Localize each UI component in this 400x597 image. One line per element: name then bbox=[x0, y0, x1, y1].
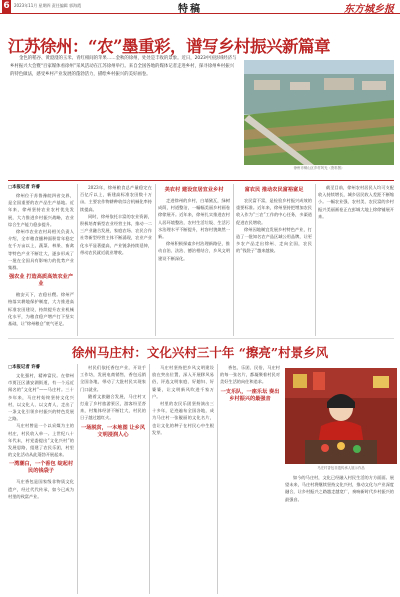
column-rule bbox=[77, 364, 78, 594]
paragraph: 村民们依托香包产业，开设手工作坊，发展电商销售，香包远销全国各地，带动了大批村民实现家门口就业。 bbox=[80, 365, 146, 392]
subheading: 一场脱贫，一本地图 让乡风文明浸润人心 bbox=[80, 424, 146, 438]
paragraph: 截至目前，徐州农村居民人均可支配收入持续增长，城乡居民收入差距不断缩小。一幅农业强、农村美、农民富的乡村振兴美丽画卷正在彭城大地上徐徐铺展开来。 bbox=[318, 185, 394, 219]
article1-column-1 bbox=[8, 184, 74, 336]
paragraph: 马庄村坚持把乡风文明建设放在突出位置，深入开展移风易俗，评选文明家庭、好媳妇、好婆婆，让文明新风吹进千家万户。 bbox=[152, 365, 214, 399]
paragraph: 如今的马庄村，文化已经融入村民生活的方方面面。展望未来，马庄村将继续坚持文化兴村，推动文化与产业深度融合，让乡村振兴之路越走越宽广，奏响新时代乡村振兴的最强音。 bbox=[285, 475, 394, 502]
article1-byline: □本报记者 许睿 bbox=[8, 185, 41, 190]
article1-column-3 bbox=[158, 184, 230, 336]
paragraph: 徐州积极探索乡村治理新路径，推动自治、法治、德治相结合，乡风文明建设不断深化。 bbox=[158, 241, 230, 261]
paragraph: 粮安天下，农稳社稷。徐州严格落实耕地保护制度，大力推进高标准农田建设，持续提升农业机械化水平，为粮食稳产增产打下坚实基础，让“徐州粮仓”底气更足。 bbox=[8, 292, 74, 327]
article2-byline: □本报记者 许睿 bbox=[8, 365, 41, 370]
second-headline: 徐州马庄村：文化兴村三十年 “擦亮”村景乡风 bbox=[71, 345, 329, 360]
bottom-photo-caption: 马庄村香包非遗传承人展示作品 bbox=[317, 466, 365, 470]
paragraph: 2023年，徐州粮食总产量稳定在百亿斤以上，新建高标准农田数十万亩，主要农作物耕种收综合机械化率持续提高。 bbox=[80, 185, 152, 212]
column-rule bbox=[233, 184, 234, 336]
article2-column-1 bbox=[8, 364, 74, 594]
lede-paragraph: 金色的稻谷、黄澄澄的玉米、青红相间的苹果……金秋的徐州，处处是丰收的景象。近日，2023中国县域经济与乡村振兴大会暨“百家媒体看徐州”采风活动在江苏徐州举行。来自全国各地的媒体记者走进乡村，探寻徐州乡村振兴的特色做法，感受乡村产业发展的蓬勃活力，描绘乡村振兴的美好画卷。 bbox=[10, 56, 237, 77]
subheading: 一湾潮白，一个香包 绽起村民的钱袋子 bbox=[8, 461, 74, 475]
main-headline: 江苏徐州：“农”墨重彩，谱写乡村振兴新篇章 bbox=[8, 37, 330, 56]
paragraph: 走进徐州的乡村，白墙黛瓦，绿树成荫，村道整洁，一幅幅美丽乡村画卷徐徐展开。近年来，徐州扎实推进农村人居环境整治，农村生活垃圾、生活污水治理水平不断提升，村容村貌焕然一新。 bbox=[158, 198, 230, 240]
article2-column-2 bbox=[80, 364, 146, 594]
paragraph: 同时，徐州依托丰富的农业资源，积极培育新型农业经营主体，推动一二三产业融合发展，家庭农场、农民合作社等新型经营主体不断涌现，农业产业化水平显著提高，产业链条持续延伸，带动农民就近就业增收。 bbox=[80, 213, 152, 255]
top-photo-caption: 徐州市铜山区乡村风光（资料图） bbox=[293, 166, 345, 170]
section-title: 特稿 bbox=[178, 4, 202, 15]
paragraph: 香包、乐团、民俗，马庄村的每一张名片，都凝聚着村民对美好生活的向往和追求。 bbox=[220, 365, 280, 385]
paragraph: 徐州因地制宜发展乡村特色产业，打造了一批知名农产品区域公用品牌，让更多农产品走出徐州、走向全国，农民的“钱袋子”越来越鼓。 bbox=[236, 226, 312, 254]
paragraph: 徐州位于苏鲁豫皖四省交界，是全国重要的农产品生产基地。近年来，徐州坚持农业农村优先发展，大力推进乡村振兴战略，农业综合生产能力稳步提升。 bbox=[8, 193, 74, 227]
subheading: 富农民 推动农民富裕富足 bbox=[244, 187, 304, 193]
page-info: 2023年11月 星期四 责任编辑 郭海霞 bbox=[14, 3, 82, 8]
subheading: 美农村 建设宜居宜业乡村 bbox=[164, 187, 224, 193]
paragraph: 徐州市农业农村局相关负责人介绍，全市粮食播种面积常年稳定在千万亩以上，蔬菜、林果、畜禽等特色产业不断壮大，逐步形成了一批在全国具有影响力的优势产业集群。 bbox=[8, 229, 74, 271]
paragraph: 马庄香包是国家级非物质文化遗产，经过代代传承，如今已成为村里的致富产业。 bbox=[8, 479, 74, 499]
paragraph: 马庄村曾是一个以采煤为主的村庄，村民收入单一。上世纪八十年代末，村党委提出“文化兴村”的发展思路，组建了农民乐团，村里的文化活动从此蓬勃开展起来。 bbox=[8, 423, 74, 458]
section-divider bbox=[8, 180, 394, 181]
paragraph: 农民富不富，是检验乡村振兴成效的重要标准。近年来，徐州坚持把增加农民收入作为“三农”工作的中心任务，多渠道促进农民增收。 bbox=[236, 198, 312, 225]
article1-column-5 bbox=[318, 184, 394, 336]
column-rule bbox=[217, 364, 218, 594]
column-rule bbox=[149, 364, 150, 594]
newspaper-masthead: 东方城乡报 bbox=[344, 4, 394, 15]
page-number: 6 bbox=[3, 1, 10, 11]
paragraph: 随着文旅融合发展，马庄村又打造了乡村旅游景区，游客纷至沓来，村集体经济不断壮大，村民的日子越过越红火。 bbox=[80, 393, 146, 421]
article2-column-5 bbox=[285, 474, 394, 594]
subheading: 强农业 打造高质高效农业产业 bbox=[8, 274, 74, 288]
column-rule bbox=[315, 184, 316, 336]
article2-column-4 bbox=[220, 364, 280, 594]
paragraph: 村里的农民乐团坚持演出三十多年，足迹遍布全国各地，成为马庄村一张靓丽的文化名片，也让文化的种子在村民心中生根发芽。 bbox=[152, 401, 214, 435]
subheading: 一支乐队，一座乐坛 奏出乡村振兴的最强音 bbox=[220, 388, 280, 402]
section-divider bbox=[8, 338, 394, 339]
page-header bbox=[0, 0, 400, 14]
article1-column-2 bbox=[80, 184, 152, 336]
column-rule bbox=[155, 184, 156, 336]
column-rule bbox=[77, 184, 78, 336]
aerial-village-photo bbox=[244, 60, 394, 165]
article1-column-4 bbox=[236, 184, 312, 336]
paragraph: 文化强村，精神富民。在徐州市贾汪区潘安湖街道，有一个远近闻名的“文化村”——马庄村。三十多年来，马庄村始终坚持文化兴村，以文化人、以文育人，走出了一条文化引领乡村振兴的特色发展之路。 bbox=[8, 373, 74, 422]
sachet-craft-photo bbox=[285, 368, 397, 464]
article2-column-3 bbox=[152, 364, 214, 594]
